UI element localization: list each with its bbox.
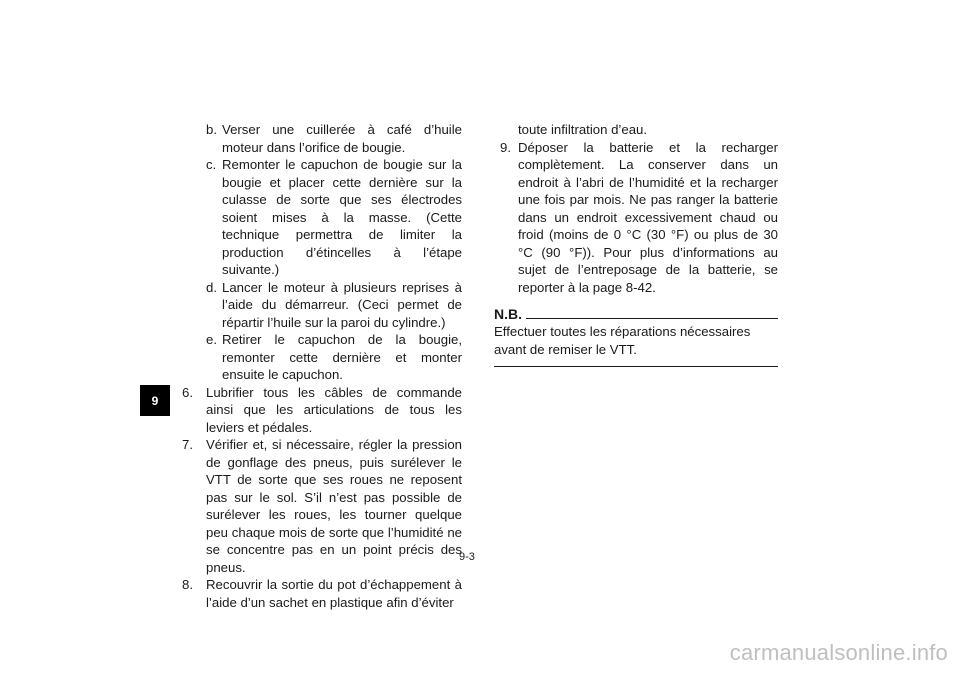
list-item [182, 576, 462, 611]
list-item [182, 121, 462, 156]
list-item [182, 384, 462, 437]
item-text: Retirer le capuchon de la bougie, remonter cette dernière et monter ensuite le capuchon. [222, 332, 462, 382]
item-text: Lubrifier tous les câbles de commande ainsi que les articulations de tous les leviers et pédales. [206, 384, 462, 435]
item-number: b. [206, 122, 217, 137]
watermark: carmanualsonline.info [729, 640, 948, 665]
note-rule [526, 318, 778, 319]
continuation-text: toute infiltration d’eau. [518, 122, 648, 137]
list-item [494, 139, 778, 297]
note-header [494, 306, 778, 322]
item-number: 8. [182, 577, 193, 592]
item-text: Vérifier et, si nécessaire, régler la pression de gonflage des pneus, puis surélever le VTT de sorte que ses roues ne reposent pas sur le sol. S’il n’est pas possible de surélever les roues, les tourner quelque peu chaque mois de sorte que l’humidité ne se concentre pas en un point précis des pneus. [206, 437, 462, 575]
item-text: Déposer la batterie et la recharger complètement. La conserver dans un endroit à l’abri de l’humidité et la recharger une fois par mois. Ne pas ranger la batterie dans un endroit excessivement chaud ou froid (moins de 0 °C (30 °F) ou plus de 30 °C (90 °F)). Pour plus d’informations au sujet de l’entreposage de la batterie, se reporter à la page 8-42. [518, 139, 778, 295]
item-text: Verser une cuillerée à café d’huile moteur dans l’orifice de bougie. [222, 122, 462, 155]
chapter-tab [140, 385, 170, 416]
item-number: d. [206, 279, 217, 295]
item-number: 9. [500, 139, 511, 155]
item-text: Lancer le moteur à plusieurs reprises à l’aide du démarreur. (Ceci permet de répartir l’huile sur la paroi du cylindre.) [222, 279, 462, 330]
item-number: 6. [182, 384, 193, 400]
list-item [182, 436, 462, 576]
right-column [494, 121, 778, 367]
note-title: N.B. [494, 306, 522, 322]
list-item [182, 331, 462, 384]
list-item [182, 279, 462, 332]
list-item [182, 156, 462, 279]
item-text: Remonter le capuchon de bougie sur la bougie et placer cette dernière sur la culasse de sorte que ses électrodes soient mises à la masse. (Cette technique permettra de limiter la production d’étincelles à l’étape suivante.) [222, 157, 462, 277]
item-number: 7. [182, 437, 193, 452]
item-number: e. [206, 332, 217, 347]
item-text: Recouvrir la sortie du pot d’échappement à l’aide d’un sachet en plastique afin d’éviter [206, 577, 462, 610]
chapter-tab-label: 9 [151, 393, 159, 408]
note-text: Effectuer toutes les réparations nécessaires avant de remiser le VTT. [494, 324, 751, 357]
item-number: c. [206, 157, 217, 172]
note-bottom-rule [494, 366, 778, 367]
left-column [182, 121, 462, 611]
note-box [494, 306, 778, 367]
page-number: 9-3 [459, 551, 475, 563]
